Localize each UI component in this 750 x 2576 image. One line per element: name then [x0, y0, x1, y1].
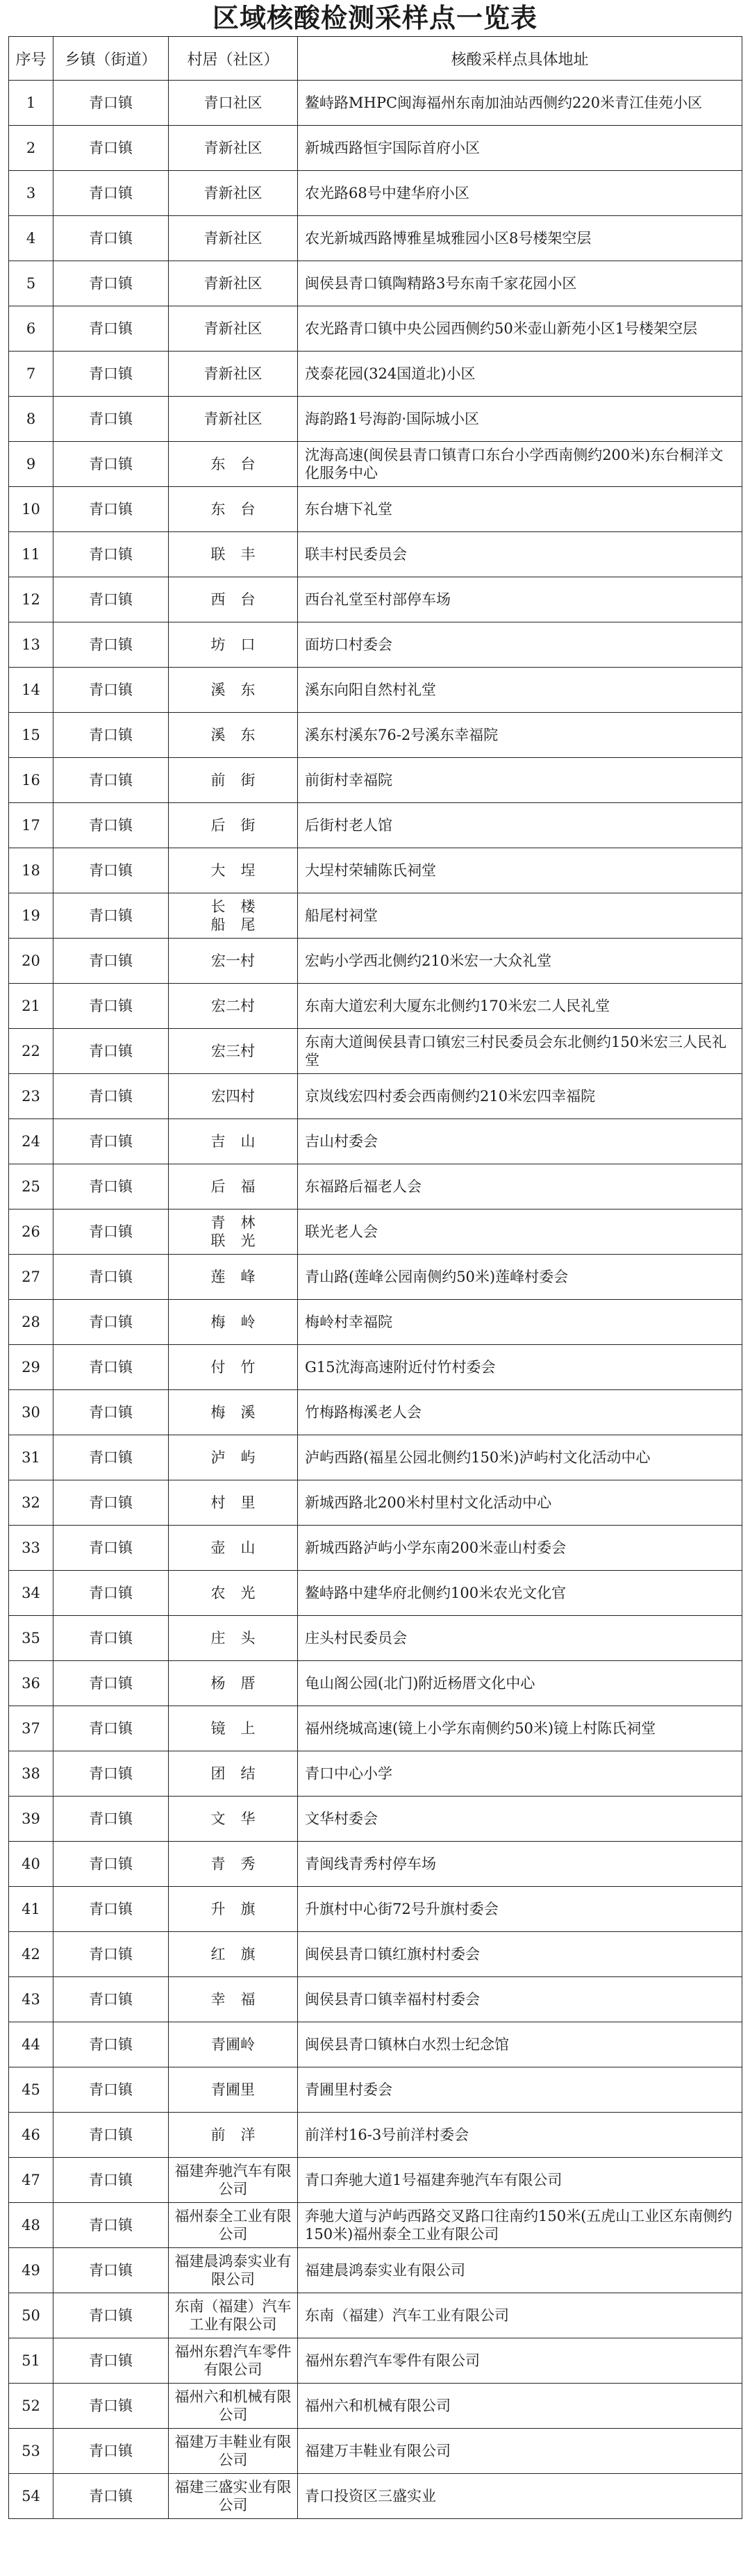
cell-town: 青口镇	[53, 81, 169, 126]
cell-town: 青口镇	[53, 352, 169, 397]
cell-village: 农光	[169, 1571, 298, 1616]
cell-village: 红旗	[169, 1932, 298, 1977]
cell-town: 青口镇	[53, 1029, 169, 1074]
cell-village: 后街	[169, 803, 298, 848]
cell-town: 青口镇	[53, 1164, 169, 1209]
cell-no: 30	[9, 1390, 53, 1435]
table-header-row	[9, 37, 742, 81]
table-row	[9, 261, 742, 306]
cell-town: 青口镇	[53, 1661, 169, 1706]
cell-village: 青圃岭	[169, 2022, 298, 2067]
table-row	[9, 1119, 742, 1164]
cell-town: 青口镇	[53, 893, 169, 939]
cell-no: 4	[9, 216, 53, 261]
cell-village: 溪东	[169, 713, 298, 758]
cell-town: 青口镇	[53, 1435, 169, 1480]
cell-village: 青圃里	[169, 2067, 298, 2113]
cell-village: 福建晨鸿泰实业有限公司	[169, 2248, 298, 2293]
cell-village: 青新社区	[169, 171, 298, 216]
village-line: 联光	[210, 1232, 271, 1249]
cell-address: 奔驰大道与泸屿西路交叉路口往南约150米(五虎山工业区东南侧约150米)福州泰全工业有限公司	[298, 2203, 742, 2248]
cell-address: 东福路后福老人会	[298, 1164, 742, 1209]
cell-town: 青口镇	[53, 848, 169, 893]
cell-town: 青口镇	[53, 1255, 169, 1300]
cell-no: 28	[9, 1300, 53, 1345]
cell-no: 42	[9, 1932, 53, 1977]
cell-address: 西台礼堂至村部停车场	[298, 577, 742, 622]
table-row	[9, 1887, 742, 1932]
cell-town: 青口镇	[53, 577, 169, 622]
cell-village: 东南（福建）汽车工业有限公司	[169, 2293, 298, 2338]
table-row	[9, 1345, 742, 1390]
cell-town: 青口镇	[53, 2067, 169, 2113]
table-row	[9, 442, 742, 487]
table-row	[9, 939, 742, 984]
cell-village: 福州泰全工业有限公司	[169, 2203, 298, 2248]
cell-address: 联丰村民委员会	[298, 532, 742, 577]
cell-village: 宏三村	[169, 1029, 298, 1074]
cell-village: 福建奔驰汽车有限公司	[169, 2158, 298, 2203]
cell-town: 青口镇	[53, 2338, 169, 2384]
cell-town: 青口镇	[53, 1797, 169, 1842]
table-row	[9, 306, 742, 352]
cell-no: 9	[9, 442, 53, 487]
cell-no: 44	[9, 2022, 53, 2067]
header-no: 序号	[9, 37, 53, 81]
table-row	[9, 126, 742, 171]
table-row	[9, 2113, 742, 2158]
cell-address: 闽侯县青口镇幸福村村委会	[298, 1977, 742, 2022]
cell-village: 莲峰	[169, 1255, 298, 1300]
table-row	[9, 532, 742, 577]
cell-no: 22	[9, 1029, 53, 1074]
cell-no: 20	[9, 939, 53, 984]
cell-village: 前洋	[169, 2113, 298, 2158]
header-village: 村居（社区）	[169, 37, 298, 81]
cell-address: 农光新城西路博雅星城雅园小区8号楼架空层	[298, 216, 742, 261]
cell-no: 3	[9, 171, 53, 216]
cell-address: 青闽线青秀村停车场	[298, 1842, 742, 1887]
cell-address: 溪东向阳自然村礼堂	[298, 668, 742, 713]
table-row	[9, 2429, 742, 2474]
cell-no: 26	[9, 1209, 53, 1255]
cell-town: 青口镇	[53, 984, 169, 1029]
table-row	[9, 803, 742, 848]
cell-village: 镜上	[169, 1706, 298, 1751]
cell-town: 青口镇	[53, 713, 169, 758]
cell-no: 16	[9, 758, 53, 803]
header-town: 乡镇（街道）	[53, 37, 169, 81]
cell-no: 37	[9, 1706, 53, 1751]
cell-town: 青口镇	[53, 1616, 169, 1661]
cell-address: 青口奔驰大道1号福建奔驰汽车有限公司	[298, 2158, 742, 2203]
cell-no: 29	[9, 1345, 53, 1390]
cell-no: 40	[9, 1842, 53, 1887]
cell-village: 坊口	[169, 622, 298, 668]
cell-village: 东台	[169, 442, 298, 487]
cell-village: 杨厝	[169, 1661, 298, 1706]
table-row	[9, 1029, 742, 1074]
cell-no: 21	[9, 984, 53, 1029]
cell-address: 茂泰花园(324国道北)小区	[298, 352, 742, 397]
cell-town: 青口镇	[53, 442, 169, 487]
cell-village: 宏四村	[169, 1074, 298, 1119]
cell-town: 青口镇	[53, 397, 169, 442]
cell-village: 梅岭	[169, 1300, 298, 1345]
cell-address: 前洋村16-3号前洋村委会	[298, 2113, 742, 2158]
cell-town: 青口镇	[53, 622, 169, 668]
cell-address: 庄头村民委员会	[298, 1616, 742, 1661]
cell-no: 10	[9, 487, 53, 532]
cell-no: 6	[9, 306, 53, 352]
cell-no: 11	[9, 532, 53, 577]
cell-town: 青口镇	[53, 1390, 169, 1435]
cell-village: 泸屿	[169, 1435, 298, 1480]
table-row	[9, 81, 742, 126]
table-row	[9, 1435, 742, 1480]
cell-town: 青口镇	[53, 1209, 169, 1255]
cell-town: 青口镇	[53, 1842, 169, 1887]
cell-address: 面坊口村委会	[298, 622, 742, 668]
cell-address: 前街村幸福院	[298, 758, 742, 803]
cell-address: 青口中心小学	[298, 1751, 742, 1797]
cell-address: 闽侯县青口镇陶精路3号东南千家花园小区	[298, 261, 742, 306]
cell-no: 54	[9, 2474, 53, 2519]
cell-village: 壶山	[169, 1526, 298, 1571]
cell-address: 新城西路泸屿小学东南200米壶山村委会	[298, 1526, 742, 1571]
cell-no: 27	[9, 1255, 53, 1300]
cell-village: 青新社区	[169, 397, 298, 442]
cell-town: 青口镇	[53, 306, 169, 352]
table-row	[9, 171, 742, 216]
table-row	[9, 713, 742, 758]
cell-address: 新城西路恒宇国际首府小区	[298, 126, 742, 171]
table-row	[9, 758, 742, 803]
cell-address: 升旗村中心街72号升旗村委会	[298, 1887, 742, 1932]
cell-town: 青口镇	[53, 2429, 169, 2474]
cell-village: 青秀	[169, 1842, 298, 1887]
cell-no: 43	[9, 1977, 53, 2022]
cell-address: 东南（福建）汽车工业有限公司	[298, 2293, 742, 2338]
table-body	[9, 81, 742, 2519]
cell-town: 青口镇	[53, 2113, 169, 2158]
cell-town: 青口镇	[53, 1977, 169, 2022]
table-row	[9, 487, 742, 532]
cell-address: 农光路68号中建华府小区	[298, 171, 742, 216]
cell-address: 海韵路1号海韵·国际城小区	[298, 397, 742, 442]
cell-no: 41	[9, 1887, 53, 1932]
cell-no: 8	[9, 397, 53, 442]
cell-village: 梅溪	[169, 1390, 298, 1435]
cell-town: 青口镇	[53, 803, 169, 848]
cell-no: 7	[9, 352, 53, 397]
cell-address: 鳌峙路中建华府北侧约100米农光文化官	[298, 1571, 742, 1616]
table-row	[9, 2203, 742, 2248]
cell-village: 福州东碧汽车零件有限公司	[169, 2338, 298, 2384]
table-row	[9, 1751, 742, 1797]
table-row	[9, 1706, 742, 1751]
cell-address: 联光老人会	[298, 1209, 742, 1255]
cell-address: 东南大道宏利大厦东北侧约170米宏二人民礼堂	[298, 984, 742, 1029]
table-row	[9, 1977, 742, 2022]
table-row	[9, 1842, 742, 1887]
cell-no: 36	[9, 1661, 53, 1706]
cell-no: 23	[9, 1074, 53, 1119]
table-row	[9, 1390, 742, 1435]
cell-address: 后街村老人馆	[298, 803, 742, 848]
cell-address: 梅岭村幸福院	[298, 1300, 742, 1345]
cell-address: 青圃里村委会	[298, 2067, 742, 2113]
cell-village: 大埕	[169, 848, 298, 893]
cell-address: 福建晨鸿泰实业有限公司	[298, 2248, 742, 2293]
table-row	[9, 216, 742, 261]
cell-village: 宏二村	[169, 984, 298, 1029]
cell-town: 青口镇	[53, 126, 169, 171]
cell-town: 青口镇	[53, 2203, 169, 2248]
cell-no: 13	[9, 622, 53, 668]
cell-no: 5	[9, 261, 53, 306]
cell-town: 青口镇	[53, 1571, 169, 1616]
cell-town: 青口镇	[53, 1526, 169, 1571]
cell-town: 青口镇	[53, 532, 169, 577]
cell-address: 东台塘下礼堂	[298, 487, 742, 532]
cell-no: 34	[9, 1571, 53, 1616]
cell-address: 大埕村荣辅陈氏祠堂	[298, 848, 742, 893]
cell-village: 后福	[169, 1164, 298, 1209]
cell-no: 45	[9, 2067, 53, 2113]
cell-no: 52	[9, 2384, 53, 2429]
table-row	[9, 2022, 742, 2067]
cell-no: 48	[9, 2203, 53, 2248]
cell-no: 17	[9, 803, 53, 848]
cell-village: 宏一村	[169, 939, 298, 984]
cell-town: 青口镇	[53, 1932, 169, 1977]
cell-village: 溪东	[169, 668, 298, 713]
cell-address: 东南大道闽侯县青口镇宏三村民委员会东北侧约150米宏三人民礼堂	[298, 1029, 742, 1074]
cell-town: 青口镇	[53, 2022, 169, 2067]
cell-town: 青口镇	[53, 1345, 169, 1390]
cell-town: 青口镇	[53, 939, 169, 984]
table-row	[9, 1074, 742, 1119]
table-row	[9, 1480, 742, 1526]
cell-no: 38	[9, 1751, 53, 1797]
table-row	[9, 893, 742, 939]
table-row	[9, 668, 742, 713]
cell-village	[169, 1209, 298, 1255]
cell-no: 33	[9, 1526, 53, 1571]
cell-town: 青口镇	[53, 2384, 169, 2429]
cell-village: 青新社区	[169, 352, 298, 397]
table-row	[9, 1300, 742, 1345]
cell-village: 福建三盛实业有限公司	[169, 2474, 298, 2519]
cell-town: 青口镇	[53, 487, 169, 532]
table-row	[9, 2248, 742, 2293]
cell-address: 文华村委会	[298, 1797, 742, 1842]
cell-village: 吉山	[169, 1119, 298, 1164]
cell-address: 新城西路北200米村里村文化活动中心	[298, 1480, 742, 1526]
table-row	[9, 2067, 742, 2113]
header-address: 核酸采样点具体地址	[298, 37, 742, 81]
cell-village: 付竹	[169, 1345, 298, 1390]
table-row	[9, 2384, 742, 2429]
cell-village: 升旗	[169, 1887, 298, 1932]
cell-address: 福建万丰鞋业有限公司	[298, 2429, 742, 2474]
cell-address: 宏屿小学西北侧约210米宏一大众礼堂	[298, 939, 742, 984]
cell-village: 前街	[169, 758, 298, 803]
cell-town: 青口镇	[53, 2248, 169, 2293]
cell-village: 东台	[169, 487, 298, 532]
table-row	[9, 848, 742, 893]
cell-no: 25	[9, 1164, 53, 1209]
cell-village: 团结	[169, 1751, 298, 1797]
cell-village: 青口社区	[169, 81, 298, 126]
cell-no: 51	[9, 2338, 53, 2384]
cell-village: 联丰	[169, 532, 298, 577]
cell-address: 福州绕城高速(镜上小学东南侧约50米)镜上村陈氏祠堂	[298, 1706, 742, 1751]
cell-village: 福州六和机械有限公司	[169, 2384, 298, 2429]
cell-address: 船尾村祠堂	[298, 893, 742, 939]
table-row	[9, 1571, 742, 1616]
document-title: 区域核酸检测采样点一览表	[212, 2, 538, 33]
cell-village: 青新社区	[169, 126, 298, 171]
cell-address: 吉山村委会	[298, 1119, 742, 1164]
cell-town: 青口镇	[53, 1074, 169, 1119]
cell-address: 青山路(莲峰公园南侧约50米)莲峰村委会	[298, 1255, 742, 1300]
table-row	[9, 397, 742, 442]
cell-no: 46	[9, 2113, 53, 2158]
cell-town: 青口镇	[53, 2293, 169, 2338]
cell-town: 青口镇	[53, 216, 169, 261]
cell-address: 溪东村溪东76-2号溪东幸福院	[298, 713, 742, 758]
table-row	[9, 984, 742, 1029]
table-row	[9, 1255, 742, 1300]
cell-town: 青口镇	[53, 1480, 169, 1526]
cell-village: 庄头	[169, 1616, 298, 1661]
cell-town: 青口镇	[53, 2158, 169, 2203]
sampling-sites-table	[8, 36, 742, 2519]
cell-town: 青口镇	[53, 1300, 169, 1345]
cell-no: 47	[9, 2158, 53, 2203]
cell-no: 1	[9, 81, 53, 126]
cell-no: 35	[9, 1616, 53, 1661]
village-line: 长楼	[210, 898, 271, 915]
cell-address: 京岚线宏四村委会西南侧约210米宏四幸福院	[298, 1074, 742, 1119]
cell-town: 青口镇	[53, 668, 169, 713]
village-line: 青林	[210, 1214, 271, 1231]
cell-no: 49	[9, 2248, 53, 2293]
cell-no: 15	[9, 713, 53, 758]
cell-address: 闽侯县青口镇红旗村村委会	[298, 1932, 742, 1977]
cell-address: 农光路青口镇中央公园西侧约50米壶山新苑小区1号楼架空层	[298, 306, 742, 352]
cell-no: 31	[9, 1435, 53, 1480]
cell-village: 幸福	[169, 1977, 298, 2022]
table-row	[9, 1932, 742, 1977]
cell-address: 龟山阁公园(北门)附近杨厝文化中心	[298, 1661, 742, 1706]
cell-address: 沈海高速(闽侯县青口镇青口东台小学西南侧约200米)东台桐洋文化服务中心	[298, 442, 742, 487]
cell-village: 文华	[169, 1797, 298, 1842]
cell-address: 泸屿西路(福星公园北侧约150米)泸屿村文化活动中心	[298, 1435, 742, 1480]
cell-address: 青口投资区三盛实业	[298, 2474, 742, 2519]
cell-town: 青口镇	[53, 1751, 169, 1797]
cell-no: 50	[9, 2293, 53, 2338]
table-row	[9, 2338, 742, 2384]
cell-address: 竹梅路梅溪老人会	[298, 1390, 742, 1435]
cell-town: 青口镇	[53, 2474, 169, 2519]
cell-town: 青口镇	[53, 171, 169, 216]
cell-address: 闽侯县青口镇林白水烈士纪念馆	[298, 2022, 742, 2067]
village-line: 船尾	[210, 916, 271, 933]
cell-no: 12	[9, 577, 53, 622]
cell-no: 19	[9, 893, 53, 939]
table-row	[9, 1164, 742, 1209]
table-row	[9, 352, 742, 397]
cell-village: 青新社区	[169, 261, 298, 306]
table-row	[9, 2293, 742, 2338]
cell-no: 32	[9, 1480, 53, 1526]
cell-address: 鳌峙路MHPC闽海福州东南加油站西侧约220米青江佳苑小区	[298, 81, 742, 126]
cell-address: 福州六和机械有限公司	[298, 2384, 742, 2429]
table-row	[9, 622, 742, 668]
cell-no: 53	[9, 2429, 53, 2474]
cell-town: 青口镇	[53, 1119, 169, 1164]
cell-town: 青口镇	[53, 261, 169, 306]
cell-village: 福建万丰鞋业有限公司	[169, 2429, 298, 2474]
cell-no: 24	[9, 1119, 53, 1164]
table-row	[9, 2474, 742, 2519]
table-row	[9, 1797, 742, 1842]
cell-no: 39	[9, 1797, 53, 1842]
cell-no: 18	[9, 848, 53, 893]
cell-no: 2	[9, 126, 53, 171]
table-row	[9, 1661, 742, 1706]
table-row	[9, 1209, 742, 1255]
cell-no: 14	[9, 668, 53, 713]
table-row	[9, 2158, 742, 2203]
cell-address: 福州东碧汽车零件有限公司	[298, 2338, 742, 2384]
table-row	[9, 1616, 742, 1661]
table-row	[9, 577, 742, 622]
cell-town: 青口镇	[53, 1706, 169, 1751]
cell-village	[169, 893, 298, 939]
cell-village: 青新社区	[169, 306, 298, 352]
cell-village: 西台	[169, 577, 298, 622]
cell-village: 青新社区	[169, 216, 298, 261]
table-row	[9, 1526, 742, 1571]
cell-address: G15沈海高速附近付竹村委会	[298, 1345, 742, 1390]
cell-town: 青口镇	[53, 758, 169, 803]
cell-town: 青口镇	[53, 1887, 169, 1932]
cell-village: 村里	[169, 1480, 298, 1526]
